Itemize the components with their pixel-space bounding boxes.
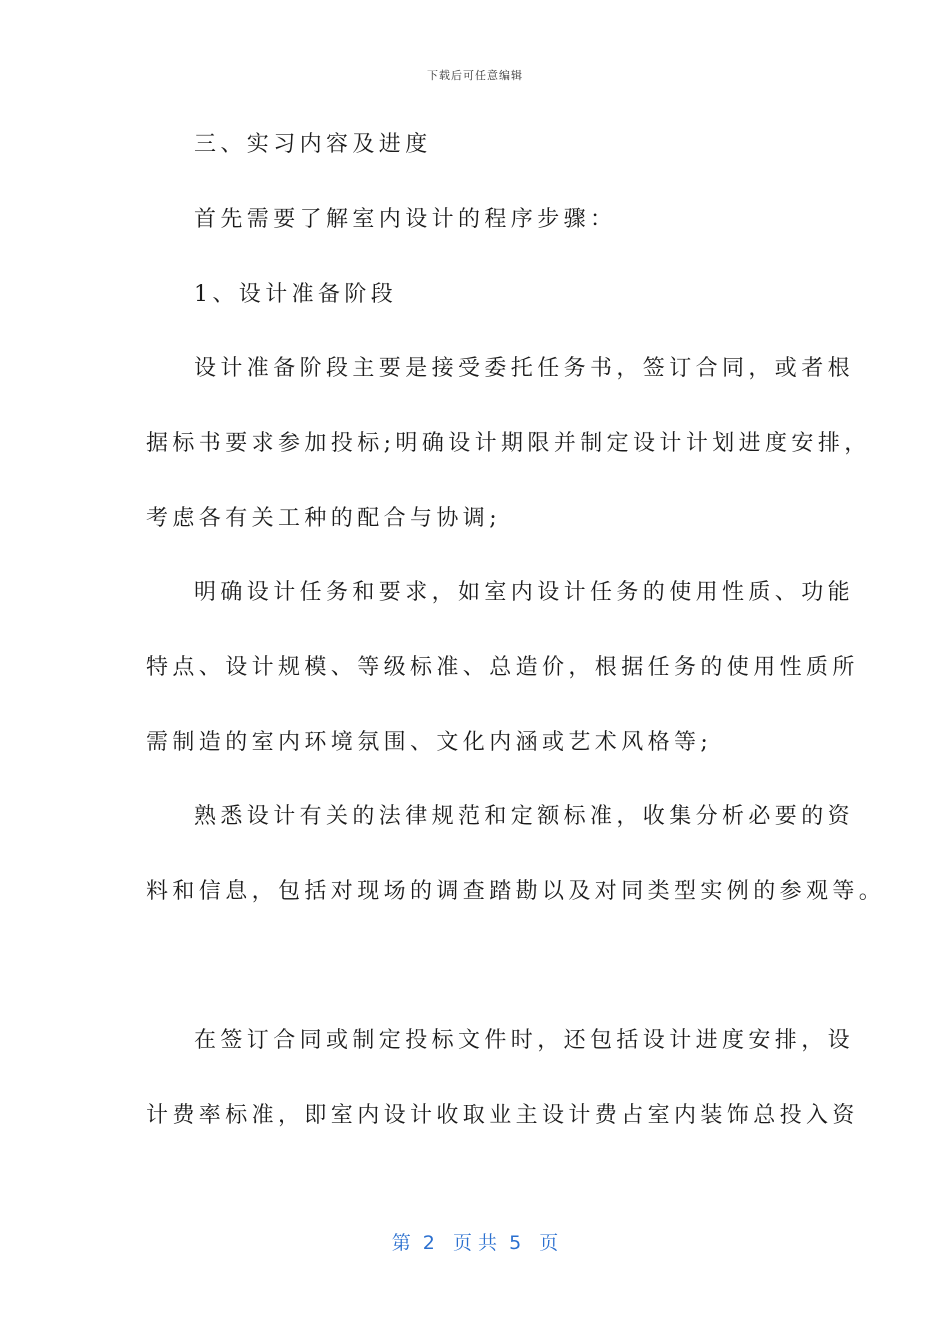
- paragraph-line: 明确设计任务和要求，如室内设计任务的使用性质、功能: [194, 580, 855, 605]
- paragraph-line: 计费率标准，即室内设计收取业主设计费占室内装饰总投入资: [146, 1103, 859, 1128]
- paragraph-line: 首先需要了解室内设计的程序步骤：: [194, 207, 617, 232]
- paragraph-line: 特点、设计规模、等级标准、总造价，根据任务的使用性质所: [146, 655, 859, 680]
- paragraph-line: 设计准备阶段主要是接受委托任务书，签订合同，或者根: [194, 356, 855, 381]
- page-number: 第 2 页 共 5 页: [391, 1232, 559, 1254]
- paragraph-line: 在签订合同或制定投标文件时，还包括设计进度安排，设: [194, 1028, 855, 1053]
- paragraph-line: 据标书要求参加投标;明确设计期限并制定设计计划进度安排，: [146, 431, 871, 456]
- paragraph-line: 料和信息，包括对现场的调查踏勘以及对同类型实例的参观等。: [146, 879, 886, 904]
- paragraph-line: 考虑各有关工种的配合与协调;: [146, 506, 502, 531]
- subheading: 1、设计准备阶段: [194, 282, 398, 307]
- section-heading: 三、实习内容及进度: [194, 132, 432, 157]
- header-note: 下载后可任意编辑: [427, 69, 523, 82]
- paragraph-line: 熟悉设计有关的法律规范和定额标准，收集分析必要的资: [194, 804, 855, 829]
- paragraph-line: 需制造的室内环境氛围、文化内涵或艺术风格等;: [146, 730, 713, 755]
